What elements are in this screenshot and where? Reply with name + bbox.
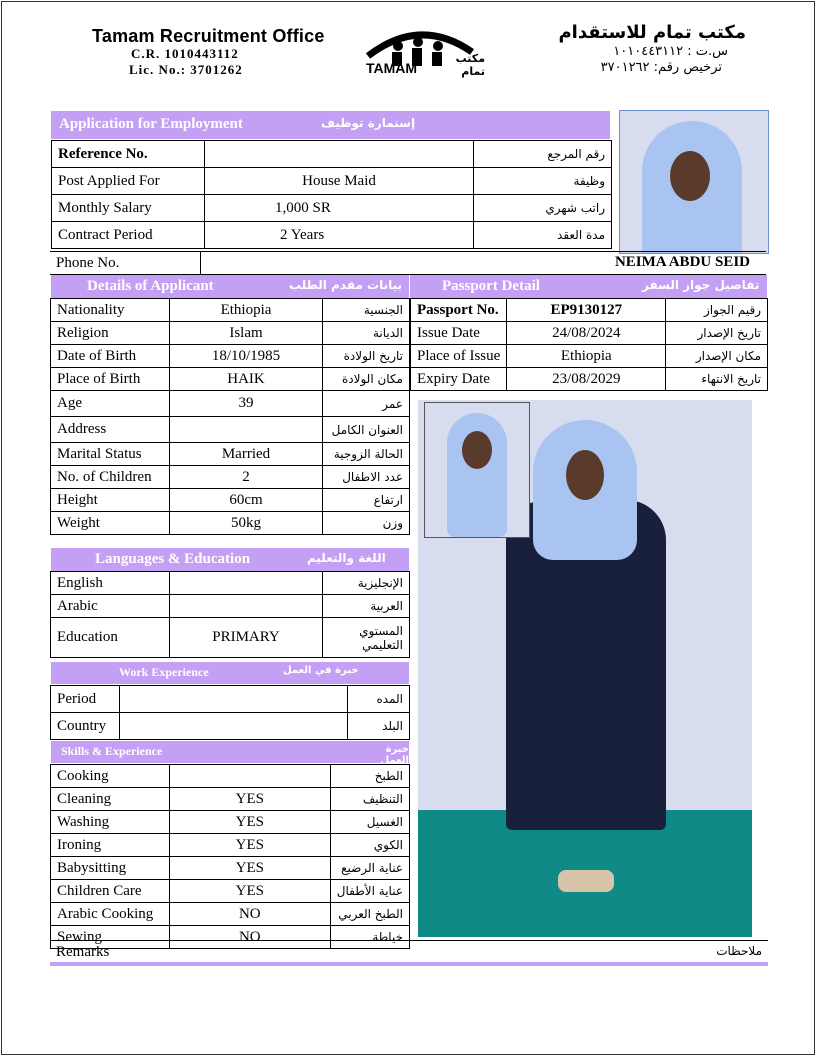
country-value (120, 713, 348, 740)
table-row (51, 686, 410, 713)
details-table (50, 298, 410, 535)
babysitting-label-ar: عناية الرضيع (330, 857, 409, 880)
arabic-label: Arabic (51, 595, 170, 618)
children-label: No. of Children (51, 466, 170, 489)
company-name-en: Tamam Recruitment Office (92, 26, 325, 46)
babysitting-value: YES (169, 857, 330, 880)
pob-label-ar: مكان الولادة (323, 368, 410, 391)
table-row (51, 788, 410, 811)
application-title-ar: إستمارة توظيف (321, 116, 416, 130)
work-table (50, 685, 410, 740)
weight-value: 50kg (170, 512, 323, 535)
table-row (52, 222, 612, 249)
table-row (51, 322, 410, 345)
table-row (51, 466, 410, 489)
issue-place-label: Place of Issue (411, 345, 507, 368)
table-row (411, 299, 768, 322)
table-row (51, 572, 410, 595)
nationality-value: Ethiopia (170, 299, 323, 322)
ironing-label-ar: الكوي (330, 834, 409, 857)
reference-value (205, 141, 474, 168)
issue-date-label-ar: تاريخ الإصدار (666, 322, 768, 345)
religion-label: Religion (51, 322, 170, 345)
languages-title-bar (51, 548, 409, 571)
passport-title-ar: تفاصيل جواز السفر (642, 278, 760, 292)
license-number-en: Lic. No.: 3701262 (129, 62, 243, 77)
babysitting-label: Babysitting (51, 857, 170, 880)
table-row (411, 368, 768, 391)
skills-title-bar (51, 741, 409, 766)
reference-label: Reference No. (52, 141, 205, 168)
table-row (411, 322, 768, 345)
passport-title-bar (410, 275, 767, 298)
passport-no-value: EP9130127 (507, 299, 666, 322)
work-title-ar: خبرة في العمل (283, 665, 359, 676)
washing-label: Washing (51, 811, 170, 834)
application-table (51, 140, 612, 249)
weight-label-ar: وزن (323, 512, 410, 535)
arabic-value (170, 595, 323, 618)
reference-label-ar: رقم المرجع (474, 141, 612, 168)
passport-no-label-ar: رقيم الجواز (666, 299, 768, 322)
age-label: Age (51, 391, 170, 417)
work-title-bar (51, 662, 409, 684)
children-care-value: YES (169, 880, 330, 903)
table-row (51, 834, 410, 857)
arabic-cooking-label: Arabic Cooking (51, 903, 170, 926)
dob-label: Date of Birth (51, 345, 170, 368)
marital-label: Marital Status (51, 443, 170, 466)
footer-bar (50, 962, 768, 966)
cr-number-en: C.R. 1010443112 (131, 46, 239, 61)
table-row (51, 903, 410, 926)
table-row (51, 299, 410, 322)
cleaning-value: YES (169, 788, 330, 811)
table-row (51, 368, 410, 391)
address-label: Address (51, 417, 170, 443)
applicant-headshot (619, 110, 769, 254)
applicant-passport-photo (424, 402, 530, 538)
cleaning-label: Cleaning (51, 788, 170, 811)
washing-value: YES (169, 811, 330, 834)
table-row (411, 345, 768, 368)
logo-text: TAMAM (366, 60, 418, 76)
table-row (51, 595, 410, 618)
company-logo (360, 22, 485, 80)
table-row (51, 618, 410, 658)
phone-label: Phone No. (56, 255, 120, 271)
passport-table (410, 298, 768, 391)
table-row (51, 880, 410, 903)
country-label: Country (51, 713, 120, 740)
table-row (51, 512, 410, 535)
skills-title-ar: خبرة العمل (380, 744, 409, 766)
nationality-label-ar: الجنسية (323, 299, 410, 322)
contract-label: Contract Period (52, 222, 205, 249)
cooking-label: Cooking (51, 765, 170, 788)
arabic-cooking-label-ar: الطبخ العربي (330, 903, 409, 926)
sewing-value: NO (169, 926, 330, 949)
salary-label-ar: راتب شهري (474, 195, 612, 222)
english-label: English (51, 572, 170, 595)
table-row (51, 417, 410, 443)
english-label-ar: الإنجليزية (323, 572, 410, 595)
phone-row (50, 251, 766, 275)
age-label-ar: عمر (323, 391, 410, 417)
passport-title-en: Passport Detail (442, 278, 540, 294)
cooking-label-ar: الطبخ (330, 765, 409, 788)
children-value: 2 (170, 466, 323, 489)
details-title-ar: بيانات مقدم الطلب (289, 278, 403, 292)
expiry-date-label-ar: تاريخ الانتهاء (666, 368, 768, 391)
address-value (170, 417, 323, 443)
sewing-label: Sewing (51, 926, 170, 949)
post-label: Post Applied For (52, 168, 205, 195)
marital-value: Married (170, 443, 323, 466)
english-value (170, 572, 323, 595)
details-title-en: Details of Applicant (87, 278, 214, 294)
children-care-label: Children Care (51, 880, 170, 903)
table-row (51, 811, 410, 834)
height-value: 60cm (170, 489, 323, 512)
contract-value: 2 Years (205, 222, 474, 249)
sewing-label-ar: خياطة (330, 926, 409, 949)
dob-label-ar: تاريخ الولادة (323, 345, 410, 368)
remarks-label: Remarks (56, 944, 110, 960)
marital-label-ar: الحالة الزوجية (323, 443, 410, 466)
table-row (52, 195, 612, 222)
table-row (51, 765, 410, 788)
details-title-bar (51, 275, 409, 298)
skills-title-en: Skills & Experience (61, 744, 163, 758)
table-row (51, 857, 410, 880)
applicant-name: NEIMA ABDU SEID (614, 254, 750, 270)
height-label: Height (51, 489, 170, 512)
children-label-ar: عدد الاطفال (323, 466, 410, 489)
post-value: House Maid (205, 168, 474, 195)
arabic-label-ar: العربية (323, 595, 410, 618)
education-label-ar: المستوي التعليمي (323, 618, 410, 658)
languages-table (50, 571, 410, 658)
religion-value: Islam (170, 322, 323, 345)
cooking-value (169, 765, 330, 788)
cleaning-label-ar: التنظيف (330, 788, 409, 811)
weight-label: Weight (51, 512, 170, 535)
address-label-ar: العنوان الكامل (323, 417, 410, 443)
table-row (51, 443, 410, 466)
education-label: Education (51, 618, 170, 658)
salary-label: Monthly Salary (52, 195, 205, 222)
license-number-ar: ترخيص رقم: ٣٧٠١٢٦٢ (600, 60, 722, 75)
table-row (51, 391, 410, 417)
application-title-bar (51, 111, 610, 139)
ironing-value: YES (169, 834, 330, 857)
washing-label-ar: الغسيل (330, 811, 409, 834)
languages-title-en: Languages & Education (95, 551, 251, 567)
table-row (51, 489, 410, 512)
work-title-en: Work Experience (119, 665, 209, 679)
post-label-ar: وظيفة (474, 168, 612, 195)
issue-place-value: Ethiopia (507, 345, 666, 368)
expiry-date-label: Expiry Date (411, 368, 507, 391)
contract-label-ar: مدة العقد (474, 222, 612, 249)
table-row (51, 713, 410, 740)
issue-place-label-ar: مكان الإصدار (666, 345, 768, 368)
applicant-full-photo (418, 400, 752, 937)
passport-no-label: Passport No. (411, 299, 507, 322)
remarks-label-ar: ملاحظات (716, 944, 762, 958)
salary-value: 1,000 SR (205, 195, 474, 222)
remarks-row (50, 940, 768, 963)
expiry-date-value: 23/08/2029 (507, 368, 666, 391)
issue-date-label: Issue Date (411, 322, 507, 345)
issue-date-value: 24/08/2024 (507, 322, 666, 345)
cr-number-ar: س.ت : ١٠١٠٤٤٣١١٢ (613, 44, 728, 59)
skills-table (50, 764, 410, 949)
pob-label: Place of Birth (51, 368, 170, 391)
logo-arabic-text: مكتب تمام (455, 52, 485, 78)
ironing-label: Ironing (51, 834, 170, 857)
country-label-ar: البلد (348, 713, 410, 740)
arabic-cooking-value: NO (169, 903, 330, 926)
dob-value: 18/10/1985 (170, 345, 323, 368)
education-value: PRIMARY (170, 618, 323, 658)
age-value: 39 (170, 391, 323, 417)
pob-value: HAIK (170, 368, 323, 391)
table-row (51, 345, 410, 368)
children-care-label-ar: عناية الأطفال (330, 880, 409, 903)
religion-label-ar: الديانة (323, 322, 410, 345)
nationality-label: Nationality (51, 299, 170, 322)
period-label-ar: المده (348, 686, 410, 713)
table-row (52, 141, 612, 168)
application-title-en: Application for Employment (59, 116, 243, 132)
period-label: Period (51, 686, 120, 713)
languages-title-ar: اللغة والتعليم (307, 551, 386, 565)
period-value (120, 686, 348, 713)
table-row (52, 168, 612, 195)
height-label-ar: ارتفاع (323, 489, 410, 512)
company-name-ar: مكتب تمام للاستقدام (558, 22, 746, 43)
